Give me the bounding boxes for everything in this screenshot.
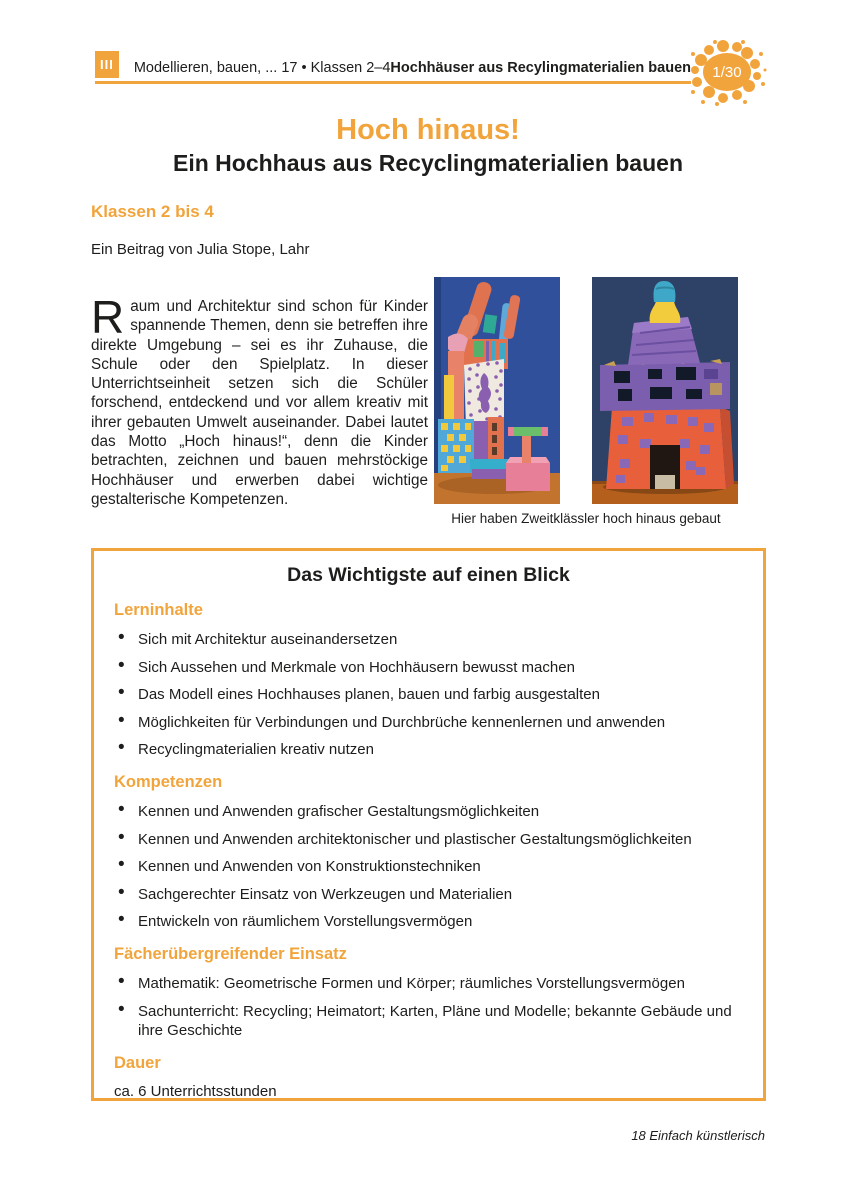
series-title: Modellieren, bauen, ... 17 • Klassen 2–4 — [133, 60, 391, 76]
list-item: • Recyclingmaterialien kreativ nutzen — [114, 740, 743, 759]
photo-caption: Hier haben Zweitklässler hoch hinaus gebaut — [451, 511, 721, 526]
page-header — [95, 54, 691, 84]
list-item: • Sich mit Architektur auseinandersetzen — [114, 630, 743, 649]
photo-right-tower — [592, 277, 738, 504]
section-heading-lerninhalte: Lerninhalte — [114, 601, 203, 619]
unit-title: Hochhäuser aus Recylingmaterialien bauen — [390, 60, 691, 76]
list-item: • Kennen und Anwenden architektonischer und plastischer Gestaltungsmöglichkeiten — [114, 830, 743, 849]
overview-box — [91, 548, 766, 1101]
dropcap: R — [91, 291, 125, 343]
list-item: • Möglichkeiten für Verbindungen und Durchbrüche kennenlernen und anwenden — [114, 713, 743, 732]
section-heading-dauer: Dauer — [114, 1053, 161, 1072]
lerninhalte-list — [114, 630, 743, 759]
splat-badge-icon — [689, 40, 767, 106]
grade-label: Klassen 2 bis 4 — [91, 202, 214, 221]
list-item: • Das Modell eines Hochhauses planen, bauen und farbig ausgestalten — [114, 685, 743, 704]
page-footer: 18 Einfach künstlerisch — [631, 1128, 765, 1143]
list-item: • Kennen und Anwenden grafischer Gestaltungsmöglichkeiten — [114, 802, 743, 821]
list-item: • Entwickeln von räumlichem Vorstellungsvermögen — [114, 912, 743, 931]
byline: Ein Beitrag von Julia Stope, Lahr — [91, 241, 310, 258]
list-item: • Sich Aussehen und Merkmale von Hochhäusern bewusst machen — [114, 658, 743, 677]
photo-left-tower — [434, 277, 560, 504]
badge-page-count: 1/30 — [712, 64, 742, 81]
section-heading-kompetenzen: Kompetenzen — [114, 773, 223, 791]
intro-paragraph-text: aum und Architektur sind schon für Kinder spannende Themen, denn sie betreffen ihre direkte Umgebung – sei es ihr Zuhause, die Schule oder den Spielplatz. In dieser Unterrichtseinheit setzen sich die Schüler forschend, entdeckend und vor allem kreativ mit ihrer gebauten Umwelt auseinander. Dabei lautet das Motto „Hoch hinaus!“, denn die Kinder betrachten, zeichnen und bauen mehrstöckige Hochhäuser und erwerben dabei wichtige gestalterische Kompetenzen. — [91, 298, 428, 508]
page-subtitle: Ein Hochhaus aus Recyclingmaterialien bauen — [173, 150, 683, 176]
section-heading-faecher: Fächerübergreifender Einsatz — [114, 945, 347, 963]
overview-heading: Das Wichtigste auf einen Blick — [287, 564, 570, 586]
list-item: • Mathematik: Geometrische Formen und Körper; räumliches Vorstellungsvermögen — [114, 974, 743, 993]
intro-paragraph — [91, 291, 428, 509]
faecher-list — [114, 974, 743, 1040]
kompetenzen-list — [114, 802, 743, 931]
list-item: • Kennen und Anwenden von Konstruktionstechniken — [114, 857, 743, 876]
list-item: • Sachgerechter Einsatz von Werkzeugen und Materialien — [114, 885, 743, 904]
photo-row — [434, 277, 738, 504]
dauer-value: ca. 6 Unterrichtsstunden — [114, 1082, 277, 1100]
chapter-tab: III — [95, 51, 119, 78]
page-title: Hoch hinaus! — [336, 114, 520, 146]
list-item: • Sachunterricht: Recycling; Heimatort; Karten, Pläne und Modelle; bekannte Gebäude und ihre Geschichte — [114, 1002, 743, 1040]
